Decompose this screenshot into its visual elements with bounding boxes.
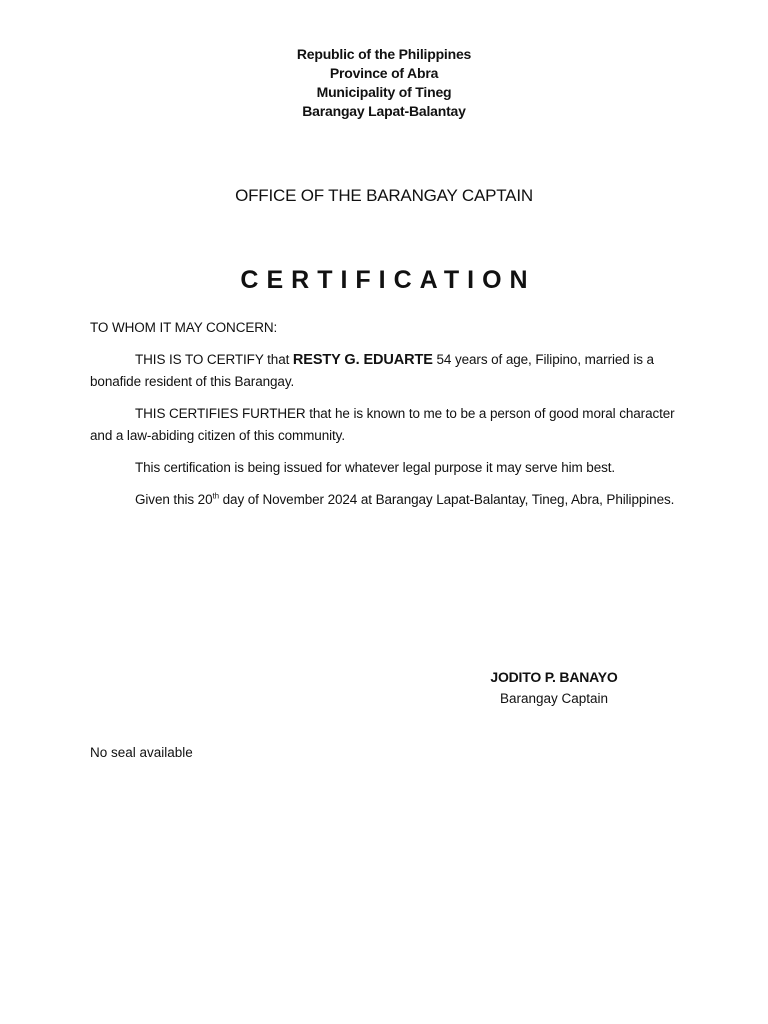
letterhead [0, 45, 768, 121]
letterhead-barangay: Barangay Lapat-Balantay [302, 103, 466, 119]
date-lead-text: Given this 20 [135, 492, 213, 507]
signatory-position: Barangay Captain [499, 691, 609, 706]
certificate-body [90, 317, 680, 521]
paragraph-date-issued [90, 489, 680, 511]
ordinal-suffix: th [212, 491, 219, 501]
office-heading: OFFICE OF THE BARANGAY CAPTAIN [235, 186, 533, 205]
letterhead-municipality: Municipality of Tineg [316, 84, 452, 100]
seal-note: No seal available [90, 745, 193, 760]
letterhead-country: Republic of the Philippines [296, 46, 472, 62]
paragraph-certify [90, 349, 680, 393]
paragraph-purpose: This certification is being issued for whatever legal purpose it may serve him best. [135, 460, 616, 475]
letterhead-province: Province of Abra [329, 65, 439, 81]
certify-lead-text: THIS IS TO CERTIFY that [135, 352, 293, 367]
paragraph-moral-character: THIS CERTIFIES FURTHER that he is known to me to be a person of good moral character and a law-abiding citizen of this community. [90, 406, 675, 443]
signatory-name: JODITO P. BANAYO [490, 669, 618, 685]
document-title: CERTIFICATION [240, 266, 536, 294]
date-detail-text: day of November 2024 at Barangay Lapat-Balantay, Tineg, Abra, Philippines. [218, 492, 675, 507]
certify-detail-text: 54 years of age, Filipino, married is a bonafide resident of this Barangay. [90, 352, 654, 389]
salutation: TO WHOM IT MAY CONCERN: [90, 320, 278, 335]
resident-name: RESTY G. EDUARTE [292, 352, 433, 368]
